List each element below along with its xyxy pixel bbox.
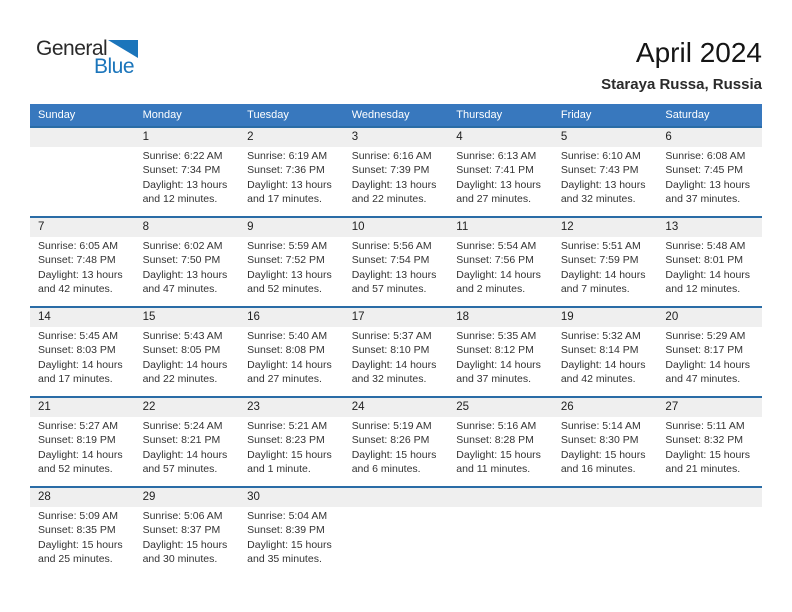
day-number-band [30, 488, 762, 507]
weekday-header-sunday: Sunday [38, 109, 76, 121]
day-cell [239, 417, 344, 486]
sunrise-text: Sunrise: 5:16 AM [456, 420, 537, 432]
day-number-band [30, 128, 762, 147]
day-number: 23 [247, 401, 260, 413]
sunrise-text: Sunrise: 5:37 AM [351, 330, 432, 342]
day-number: 21 [38, 401, 51, 413]
day-detail-band [30, 237, 762, 306]
day-detail-band [30, 507, 762, 576]
day-number-band [30, 308, 762, 327]
day-cell [135, 147, 240, 216]
day-cell [135, 327, 240, 396]
sunrise-text: Sunrise: 6:13 AM [456, 150, 537, 162]
daylight-minutes-text: and 57 minutes. [351, 283, 427, 296]
daylight-minutes-text: and 12 minutes. [665, 283, 741, 296]
daylight-minutes-text: and 47 minutes. [142, 283, 218, 296]
week-row [30, 396, 762, 486]
daylight-minutes-text: and 30 minutes. [142, 553, 218, 566]
day-number: 18 [456, 311, 470, 323]
logo-text-blue: Blue [94, 55, 135, 78]
day-number: 12 [560, 221, 574, 233]
sunrise-text: Sunrise: 5:29 AM [665, 330, 746, 342]
week-row [30, 216, 762, 306]
sunset-text: Sunset: 8:17 PM [665, 344, 744, 357]
sunrise-text: Sunrise: 5:21 AM [247, 420, 328, 432]
day-cell [135, 507, 240, 576]
empty-day-number [553, 488, 658, 507]
daylight-minutes-text: and 27 minutes. [247, 373, 322, 386]
sunset-text: Sunset: 7:56 PM [456, 254, 534, 267]
sunrise-text: Sunrise: 6:08 AM [665, 150, 746, 162]
empty-day-number [30, 128, 135, 147]
day-number: 2 [247, 131, 254, 143]
sunset-text: Sunset: 8:28 PM [456, 434, 534, 447]
daylight-minutes-text: and 2 minutes. [456, 283, 526, 296]
day-number: 16 [247, 311, 260, 323]
daylight-hours-text: Daylight: 15 hours [142, 538, 228, 551]
daylight-hours-text: Daylight: 13 hours [142, 268, 228, 281]
sunrise-text: Sunrise: 5:35 AM [456, 330, 537, 342]
sunrise-text: Sunrise: 5:48 AM [665, 240, 746, 252]
sunset-text: Sunset: 7:41 PM [456, 164, 534, 177]
day-cell [135, 417, 240, 486]
daylight-minutes-text: and 42 minutes. [560, 373, 636, 386]
sunset-text: Sunset: 8:03 PM [38, 344, 116, 357]
day-cell [553, 327, 658, 396]
sunset-text: Sunset: 8:39 PM [247, 524, 325, 537]
day-number: 24 [351, 401, 365, 413]
week-row [30, 306, 762, 396]
title-block [601, 36, 762, 93]
day-number: 27 [665, 401, 679, 413]
day-cell [30, 237, 135, 306]
day-cell [344, 327, 449, 396]
sunrise-text: Sunrise: 6:05 AM [38, 240, 118, 252]
sunset-text: Sunset: 7:50 PM [142, 254, 221, 267]
sunrise-text: Sunrise: 5:19 AM [351, 420, 432, 432]
daylight-hours-text: Daylight: 14 hours [665, 268, 751, 281]
weekday-header-saturday: Saturday [665, 109, 710, 121]
day-cell [553, 237, 658, 306]
week-row [30, 126, 762, 216]
day-number: 19 [560, 311, 574, 323]
daylight-hours-text: Daylight: 15 hours [456, 448, 541, 461]
sunset-text: Sunset: 8:26 PM [351, 434, 430, 447]
sunset-text: Sunset: 7:48 PM [38, 254, 116, 267]
logo-text-general: General [36, 37, 108, 60]
sunset-text: Sunset: 8:35 PM [38, 524, 116, 537]
day-detail-band [30, 417, 762, 486]
daylight-minutes-text: and 37 minutes. [456, 373, 531, 386]
weekday-header-row [30, 104, 762, 126]
daylight-hours-text: Daylight: 15 hours [560, 448, 646, 461]
day-number: 11 [456, 221, 469, 233]
sunset-text: Sunset: 8:12 PM [456, 344, 534, 357]
sunrise-text: Sunrise: 5:04 AM [247, 510, 328, 522]
sunset-text: Sunset: 7:39 PM [351, 164, 430, 177]
sunset-text: Sunset: 8:10 PM [351, 344, 430, 357]
daylight-minutes-text: and 25 minutes. [38, 553, 113, 566]
day-cell [448, 327, 553, 396]
daylight-hours-text: Daylight: 15 hours [665, 448, 751, 461]
day-number: 10 [351, 221, 365, 233]
sunrise-text: Sunrise: 6:19 AM [247, 150, 328, 162]
sunrise-text: Sunrise: 6:22 AM [142, 150, 223, 162]
empty-day-cell [553, 507, 658, 576]
daylight-minutes-text: and 6 minutes. [351, 463, 421, 476]
general-blue-logo [30, 36, 138, 77]
day-cell [657, 327, 762, 396]
sunset-text: Sunset: 8:30 PM [560, 434, 639, 447]
empty-day-number [344, 488, 449, 507]
sunrise-text: Sunrise: 5:45 AM [38, 330, 118, 342]
daylight-minutes-text: and 57 minutes. [142, 463, 218, 476]
sunset-text: Sunset: 8:14 PM [560, 344, 639, 357]
empty-day-number [657, 488, 762, 507]
day-number: 7 [38, 221, 45, 233]
day-cell [344, 237, 449, 306]
daylight-hours-text: Daylight: 14 hours [142, 358, 228, 371]
sunset-text: Sunset: 8:23 PM [247, 434, 325, 447]
day-number: 3 [351, 131, 359, 143]
empty-day-cell [657, 507, 762, 576]
sunrise-text: Sunrise: 6:16 AM [351, 150, 432, 162]
daylight-minutes-text: and 47 minutes. [665, 373, 741, 386]
daylight-minutes-text: and 17 minutes. [38, 373, 113, 386]
daylight-minutes-text: and 21 minutes. [665, 463, 741, 476]
page-title: April 2024 [635, 37, 762, 68]
day-number: 29 [142, 491, 156, 503]
day-cell [657, 147, 762, 216]
daylight-minutes-text: and 52 minutes. [38, 463, 113, 476]
sunset-text: Sunset: 8:37 PM [142, 524, 221, 537]
daylight-minutes-text: and 35 minutes. [247, 553, 322, 566]
weekday-header-friday: Friday [560, 109, 592, 121]
day-number: 22 [142, 401, 156, 413]
daylight-minutes-text: and 11 minutes. [456, 463, 531, 476]
sunset-text: Sunset: 8:19 PM [38, 434, 116, 447]
sunrise-text: Sunrise: 5:59 AM [247, 240, 328, 252]
weekday-header-monday: Monday [142, 109, 182, 121]
day-detail-band [30, 327, 762, 396]
day-number: 30 [247, 491, 260, 503]
empty-day-number [448, 488, 553, 507]
sunset-text: Sunset: 7:36 PM [247, 164, 325, 177]
day-cell [553, 147, 658, 216]
sunset-text: Sunset: 7:34 PM [142, 164, 221, 177]
daylight-hours-text: Daylight: 14 hours [456, 268, 541, 281]
weekday-header-thursday: Thursday [456, 109, 503, 121]
daylight-hours-text: Daylight: 14 hours [560, 268, 646, 281]
sunset-text: Sunset: 8:01 PM [665, 254, 744, 267]
day-cell [448, 417, 553, 486]
sunset-text: Sunset: 7:43 PM [560, 164, 639, 177]
day-cell [344, 417, 449, 486]
daylight-minutes-text: and 32 minutes. [560, 193, 636, 206]
day-cell [344, 147, 449, 216]
daylight-minutes-text: and 22 minutes. [142, 373, 218, 386]
daylight-hours-text: Daylight: 15 hours [38, 538, 123, 551]
daylight-minutes-text: and 22 minutes. [351, 193, 427, 206]
daylight-minutes-text: and 1 minute. [247, 463, 311, 476]
daylight-hours-text: Daylight: 14 hours [665, 358, 751, 371]
daylight-hours-text: Daylight: 14 hours [456, 358, 541, 371]
daylight-minutes-text: and 16 minutes. [560, 463, 636, 476]
daylight-hours-text: Daylight: 13 hours [560, 178, 646, 191]
daylight-minutes-text: and 52 minutes. [247, 283, 322, 296]
day-cell [135, 237, 240, 306]
day-cell [657, 237, 762, 306]
day-cell [657, 417, 762, 486]
day-number: 8 [142, 221, 149, 233]
day-number: 25 [456, 401, 470, 413]
day-cell [30, 417, 135, 486]
day-number: 4 [456, 131, 463, 143]
daylight-hours-text: Daylight: 13 hours [351, 178, 437, 191]
daylight-hours-text: Daylight: 13 hours [665, 178, 751, 191]
sunset-text: Sunset: 7:45 PM [665, 164, 744, 177]
daylight-hours-text: Daylight: 15 hours [351, 448, 437, 461]
day-cell [239, 507, 344, 576]
day-number: 5 [560, 131, 568, 143]
sunrise-text: Sunrise: 6:02 AM [142, 240, 223, 252]
day-number: 28 [38, 491, 51, 503]
daylight-hours-text: Daylight: 13 hours [247, 178, 332, 191]
daylight-minutes-text: and 27 minutes. [456, 193, 531, 206]
daylight-minutes-text: and 7 minutes. [560, 283, 630, 296]
sunset-text: Sunset: 7:52 PM [247, 254, 325, 267]
day-cell [448, 237, 553, 306]
day-cell [239, 327, 344, 396]
sunrise-text: Sunrise: 6:10 AM [560, 150, 641, 162]
day-number: 20 [665, 311, 679, 323]
sunrise-text: Sunrise: 5:24 AM [142, 420, 223, 432]
weekday-header-tuesday: Tuesday [247, 109, 289, 121]
day-number-band [30, 398, 762, 417]
sunset-text: Sunset: 8:08 PM [247, 344, 325, 357]
sunrise-text: Sunrise: 5:06 AM [142, 510, 223, 522]
daylight-hours-text: Daylight: 13 hours [142, 178, 228, 191]
daylight-hours-text: Daylight: 14 hours [38, 358, 123, 371]
daylight-hours-text: Daylight: 14 hours [142, 448, 228, 461]
sunset-text: Sunset: 8:05 PM [142, 344, 221, 357]
daylight-hours-text: Daylight: 13 hours [351, 268, 437, 281]
day-number: 9 [247, 221, 254, 233]
sunrise-text: Sunrise: 5:09 AM [38, 510, 118, 522]
day-number: 15 [142, 311, 156, 323]
daylight-minutes-text: and 42 minutes. [38, 283, 113, 296]
daylight-minutes-text: and 17 minutes. [247, 193, 322, 206]
daylight-hours-text: Daylight: 13 hours [38, 268, 123, 281]
empty-day-cell [448, 507, 553, 576]
daylight-minutes-text: and 32 minutes. [351, 373, 427, 386]
day-cell [553, 417, 658, 486]
daylight-minutes-text: and 37 minutes. [665, 193, 741, 206]
day-cell [239, 147, 344, 216]
day-cell [448, 147, 553, 216]
top-bar [30, 36, 762, 92]
day-cell [30, 507, 135, 576]
sunset-text: Sunset: 7:59 PM [560, 254, 639, 267]
daylight-hours-text: Daylight: 14 hours [247, 358, 332, 371]
daylight-hours-text: Daylight: 15 hours [247, 538, 332, 551]
sunrise-text: Sunrise: 5:11 AM [665, 420, 745, 432]
daylight-hours-text: Daylight: 13 hours [247, 268, 332, 281]
day-number: 17 [351, 311, 365, 323]
sunrise-text: Sunrise: 5:54 AM [456, 240, 537, 252]
calendar-table [30, 104, 762, 576]
sunset-text: Sunset: 8:21 PM [142, 434, 221, 447]
day-number: 6 [665, 131, 672, 143]
empty-day-cell [30, 147, 135, 216]
weekday-header-wednesday: Wednesday [351, 109, 410, 121]
sunrise-text: Sunrise: 5:51 AM [560, 240, 641, 252]
day-cell [239, 237, 344, 306]
empty-day-cell [344, 507, 449, 576]
week-row [30, 486, 762, 576]
daylight-hours-text: Daylight: 13 hours [456, 178, 541, 191]
day-cell [30, 327, 135, 396]
page-subtitle: Staraya Russa, Russia [601, 75, 762, 93]
sunset-text: Sunset: 7:54 PM [351, 254, 430, 267]
sunrise-text: Sunrise: 5:56 AM [351, 240, 432, 252]
sunrise-text: Sunrise: 5:27 AM [38, 420, 118, 432]
daylight-hours-text: Daylight: 15 hours [247, 448, 332, 461]
sunrise-text: Sunrise: 5:14 AM [560, 420, 641, 432]
sunset-text: Sunset: 8:32 PM [665, 434, 744, 447]
daylight-hours-text: Daylight: 14 hours [351, 358, 437, 371]
sunrise-text: Sunrise: 5:43 AM [142, 330, 223, 342]
day-number: 14 [38, 311, 51, 323]
daylight-hours-text: Daylight: 14 hours [38, 448, 123, 461]
daylight-hours-text: Daylight: 14 hours [560, 358, 646, 371]
day-number: 26 [560, 401, 574, 413]
daylight-minutes-text: and 12 minutes. [142, 193, 218, 206]
day-detail-band [30, 147, 762, 216]
day-number: 13 [665, 221, 679, 233]
sunrise-text: Sunrise: 5:40 AM [247, 330, 328, 342]
day-number-band [30, 218, 762, 237]
day-number: 1 [142, 131, 149, 143]
calendar-weeks [30, 126, 762, 576]
sunrise-text: Sunrise: 5:32 AM [560, 330, 641, 342]
